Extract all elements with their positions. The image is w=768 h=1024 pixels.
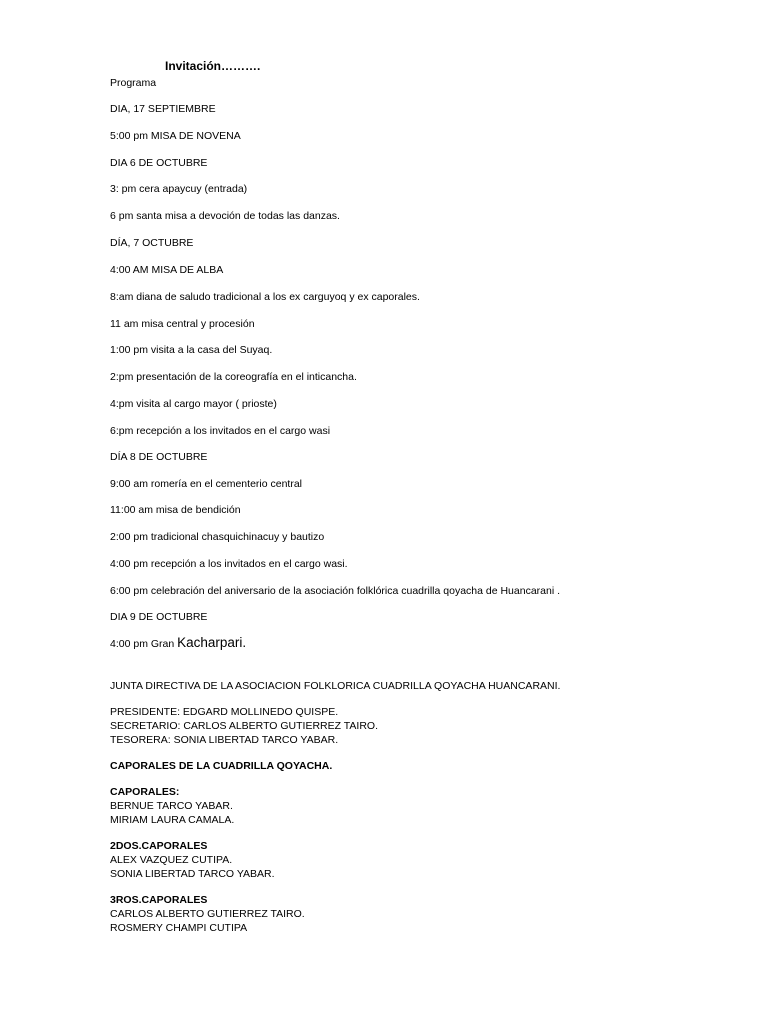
program-line: DÍA 8 DE OCTUBRE	[110, 451, 208, 463]
program-line: 6 pm santa misa a devoción de todas las danzas.	[110, 210, 340, 222]
program-line: 1:00 pm visita a la casa del Suyaq.	[110, 344, 273, 356]
program-line: 3: pm cera apaycuy (entrada)	[110, 183, 248, 195]
program-line: DIA 6 DE OCTUBRE	[110, 157, 208, 169]
programa-label: Programa	[110, 77, 157, 89]
program-line: 9:00 am romería en el cementerio central	[110, 478, 303, 490]
program-line: 4:pm visita al cargo mayor ( prioste)	[110, 398, 277, 410]
program-line: 2:00 pm tradicional chasquichinacuy y bautizo	[110, 531, 325, 543]
last-event-kacharpari: Kacharpari.	[177, 635, 247, 650]
caporal-name: ALEX VAZQUEZ CUTIPA.	[110, 854, 233, 866]
caporal-name: CARLOS ALBERTO GUTIERREZ TAIRO.	[110, 908, 305, 920]
caporal-name: MIRIAM LAURA CAMALA.	[110, 814, 235, 826]
terceros-caporales-label: 3ROS.CAPORALES	[110, 894, 208, 906]
caporales-label: CAPORALES:	[110, 786, 180, 798]
last-event-prefix: 4:00 pm Gran	[110, 638, 178, 650]
caporal-name: SONIA LIBERTAD TARCO YABAR.	[110, 868, 275, 880]
caporal-name: BERNUE TARCO YABAR.	[110, 800, 233, 812]
segundos-caporales-label: 2DOS.CAPORALES	[110, 840, 208, 852]
program-line: 11:00 am misa de bendición	[110, 504, 241, 516]
junta-heading: JUNTA DIRECTIVA DE LA ASOCIACION FOLKLORICA CUADRILLA QOYACHA HUANCARANI.	[110, 680, 561, 692]
program-line: 6:00 pm celebración del aniversario de la asociación folklórica cuadrilla qoyacha de Huancarani .	[110, 585, 561, 597]
last-event-line	[110, 636, 246, 651]
invitation-title: Invitación……….	[165, 59, 261, 73]
program-line: DÍA, 7 OCTUBRE	[110, 237, 194, 249]
program-line: 8:am diana de saludo tradicional a los ex carguyoq y ex caporales.	[110, 291, 420, 303]
program-line: 4:00 AM MISA DE ALBA	[110, 264, 224, 276]
caporal-name: ROSMERY CHAMPI CUTIPA	[110, 922, 248, 934]
junta-member: TESORERA: SONIA LIBERTAD TARCO YABAR.	[110, 734, 339, 746]
program-line: 5:00 pm MISA DE NOVENA	[110, 130, 241, 142]
junta-member: PRESIDENTE: EDGARD MOLLINEDO QUISPE.	[110, 706, 339, 718]
program-line: DIA 9 DE OCTUBRE	[110, 611, 208, 623]
program-line: 4:00 pm recepción a los invitados en el cargo wasi.	[110, 558, 348, 570]
program-line: 11 am misa central y procesión	[110, 318, 255, 330]
junta-member: SECRETARIO: CARLOS ALBERTO GUTIERREZ TAIRO.	[110, 720, 379, 732]
program-line: 6:pm recepción a los invitados en el cargo wasi	[110, 425, 331, 437]
caporales-heading: CAPORALES DE LA CUADRILLA QOYACHA.	[110, 760, 333, 772]
program-line: DIA, 17 SEPTIEMBRE	[110, 103, 216, 115]
program-line: 2:pm presentación de la coreografía en el inticancha.	[110, 371, 357, 383]
